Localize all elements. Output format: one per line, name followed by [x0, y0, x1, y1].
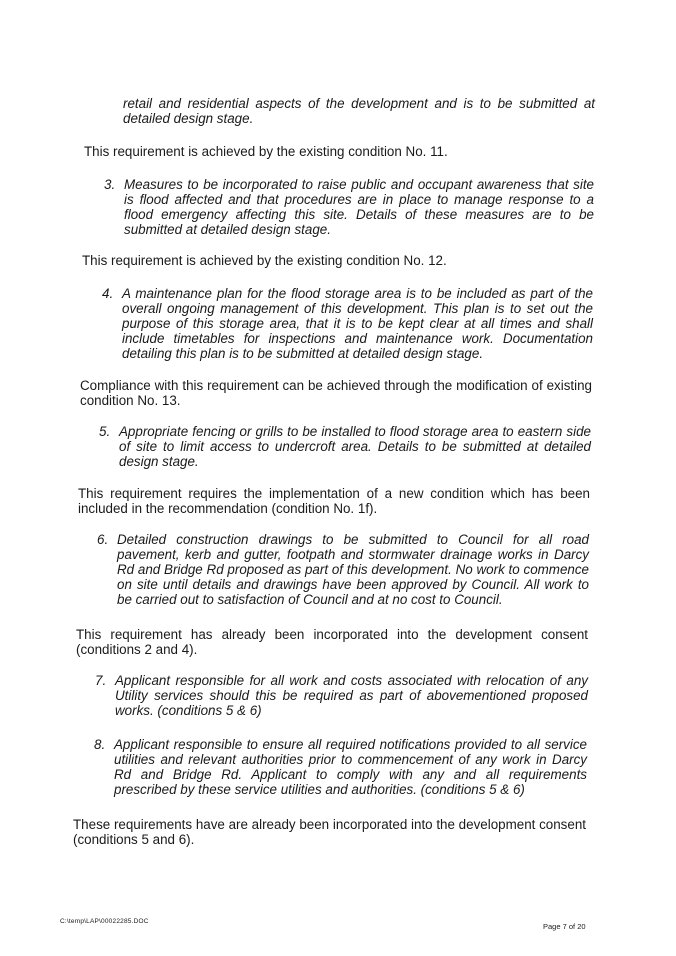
list-item-text: Applicant responsible for all work and costs associated with relocation of any Utility services should this be required as part of abovementioned proposed works. (conditions 5 & 6) [115, 673, 588, 718]
list-item-number: 4. [102, 286, 114, 301]
paragraph [82, 253, 592, 268]
list-item [94, 737, 587, 797]
list-item-number: 5. [99, 424, 111, 439]
footer-page-number: Page 7 of 20 [543, 922, 586, 931]
list-item-text: Appropriate fencing or grills to be installed to flood storage area to eastern side of site to limit access to undercroft area. Details to be submitted at detailed design stage. [119, 424, 591, 469]
list-item [102, 286, 593, 361]
list-item [97, 532, 589, 607]
paragraph [80, 378, 592, 408]
list-item-text: Detailed construction drawings to be submitted to Council for all road pavement, kerb and gutter, footpath and stormwater drainage works in Darcy Rd and Bridge Rd proposed as part of this development. No work to commence on site until details and drawings have been approved by Council. All work to be carried out to satisfaction of Council and at no cost to Council. [117, 532, 589, 607]
list-item-text: Measures to be incorporated to raise public and occupant awareness that site is flood affected and that procedures are in place to manage response to a flood emergency affecting this site. Details of these measures are to be submitted at detailed design stage. [124, 177, 594, 237]
paragraph-text: Compliance with this requirement can be achieved through the modification of existing condition No. 13. [80, 378, 592, 408]
list-item-text: Applicant responsible to ensure all required notifications provided to all service utilities and relevant authorities prior to commencement of any work in Darcy Rd and Bridge Rd. Applicant to comply with any and all requirements prescribed by these service utilities and authorities. (conditions 5 & 6) [114, 737, 587, 797]
list-item-number: 8. [94, 737, 106, 752]
list-item [95, 673, 588, 718]
list-item [104, 177, 594, 237]
list-item-text: A maintenance plan for the flood storage area is to be included as part of the overall ongoing management of this development. This plan is to set out the purpose of this storage area, that it is to be kept clear at all times and shall include timetables for inspections and maintenance work. Documentation detailing this plan is to be submitted at detailed design stage. [122, 286, 593, 361]
paragraph-text: This requirement requires the implementation of a new condition which has been included in the recommendation (condition No. 1f). [78, 486, 590, 516]
paragraph [78, 486, 590, 516]
paragraph-text: This requirement is achieved by the existing condition No. 12. [82, 253, 447, 268]
paragraph [73, 817, 586, 847]
list-item-number: 6. [97, 532, 109, 547]
paragraph [76, 627, 588, 657]
list-item-number: 3. [104, 177, 116, 192]
paragraph-text: These requirements have are already been incorporated into the development consent (conditions 5 and 6). [73, 817, 586, 847]
item-continuation-text: retail and residential aspects of the development and is to be submitted at detailed design stage. [123, 96, 595, 126]
list-item [99, 424, 591, 469]
paragraph-text: This requirement is achieved by the existing condition No. 11. [84, 144, 448, 159]
list-item-number: 7. [95, 673, 107, 688]
item-continuation [123, 96, 595, 126]
footer-file-path: C:\temp\LAP\00022285.DOC [60, 918, 149, 925]
paragraph-text: This requirement has already been incorporated into the development consent (conditions 2 and 4). [76, 627, 588, 657]
paragraph [84, 144, 594, 159]
